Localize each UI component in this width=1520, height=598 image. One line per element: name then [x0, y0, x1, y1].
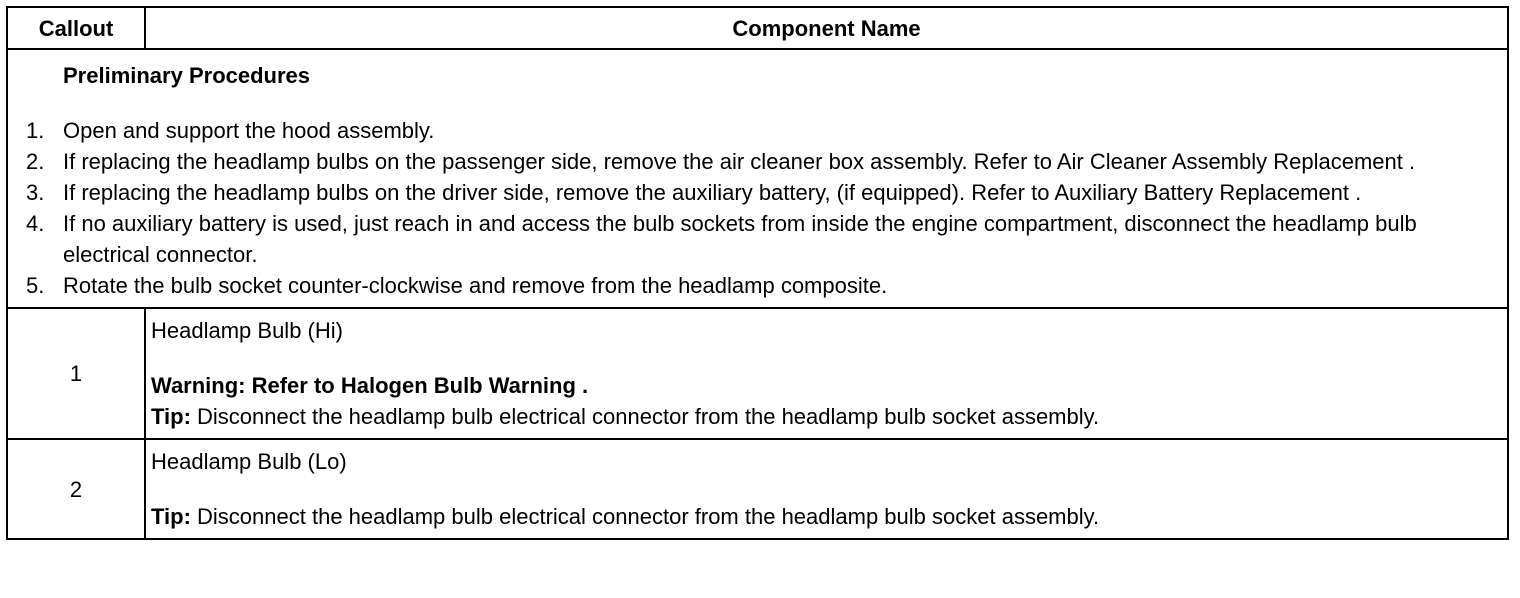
step-text: If replacing the headlamp bulbs on the passenger side, remove the air cleaner box assembly. Refer to Air Cleaner Assembly Replacement .	[63, 149, 1416, 174]
tip-label: Tip:	[151, 504, 191, 529]
callout-cell: 1	[7, 308, 145, 439]
step-number: 5.	[26, 273, 45, 298]
component-name: Headlamp Bulb (Lo)	[151, 449, 347, 474]
preliminary-steps	[8, 115, 1507, 301]
table-row	[7, 308, 1508, 439]
tip-text: Disconnect the headlamp bulb electrical connector from the headlamp bulb socket assembly.	[190, 404, 1100, 429]
step-text: If no auxiliary battery is used, just reach in and access the bulb sockets from inside the engine compartment, disconnect the headlamp bulb electrical connector.	[63, 211, 1417, 267]
step-item	[8, 177, 1507, 208]
step-item	[8, 146, 1507, 177]
tip-line	[151, 401, 1499, 432]
tip-line	[151, 501, 1499, 532]
preliminary-row	[7, 49, 1508, 308]
table-row	[7, 439, 1508, 539]
step-item	[8, 270, 1507, 301]
component-cell	[145, 439, 1508, 539]
step-number: 4.	[26, 211, 45, 236]
step-text: Rotate the bulb socket counter-clockwise and remove from the headlamp composite.	[63, 273, 888, 298]
header-row	[7, 7, 1508, 49]
callout-cell: 2	[7, 439, 145, 539]
step-number: 1.	[26, 118, 45, 143]
step-item	[8, 208, 1507, 270]
step-text: If replacing the headlamp bulbs on the driver side, remove the auxiliary battery, (if equipped). Refer to Auxiliary Battery Replacement .	[63, 180, 1362, 205]
preliminary-procedures	[7, 49, 1508, 308]
step-item	[8, 115, 1507, 146]
step-number: 2.	[26, 149, 45, 174]
component-cell	[145, 308, 1508, 439]
component-name: Headlamp Bulb (Hi)	[151, 318, 343, 343]
step-text: Open and support the hood assembly.	[63, 118, 435, 143]
tip-label: Tip:	[151, 404, 191, 429]
preliminary-title: Preliminary Procedures	[63, 63, 311, 88]
warning-text: Warning: Refer to Halogen Bulb Warning .	[151, 373, 589, 398]
component-name-header: Component Name	[145, 7, 1508, 49]
step-number: 3.	[26, 180, 45, 205]
tip-text: Disconnect the headlamp bulb electrical connector from the headlamp bulb socket assembly.	[190, 504, 1100, 529]
callout-header: Callout	[7, 7, 145, 49]
procedure-table	[6, 6, 1509, 540]
